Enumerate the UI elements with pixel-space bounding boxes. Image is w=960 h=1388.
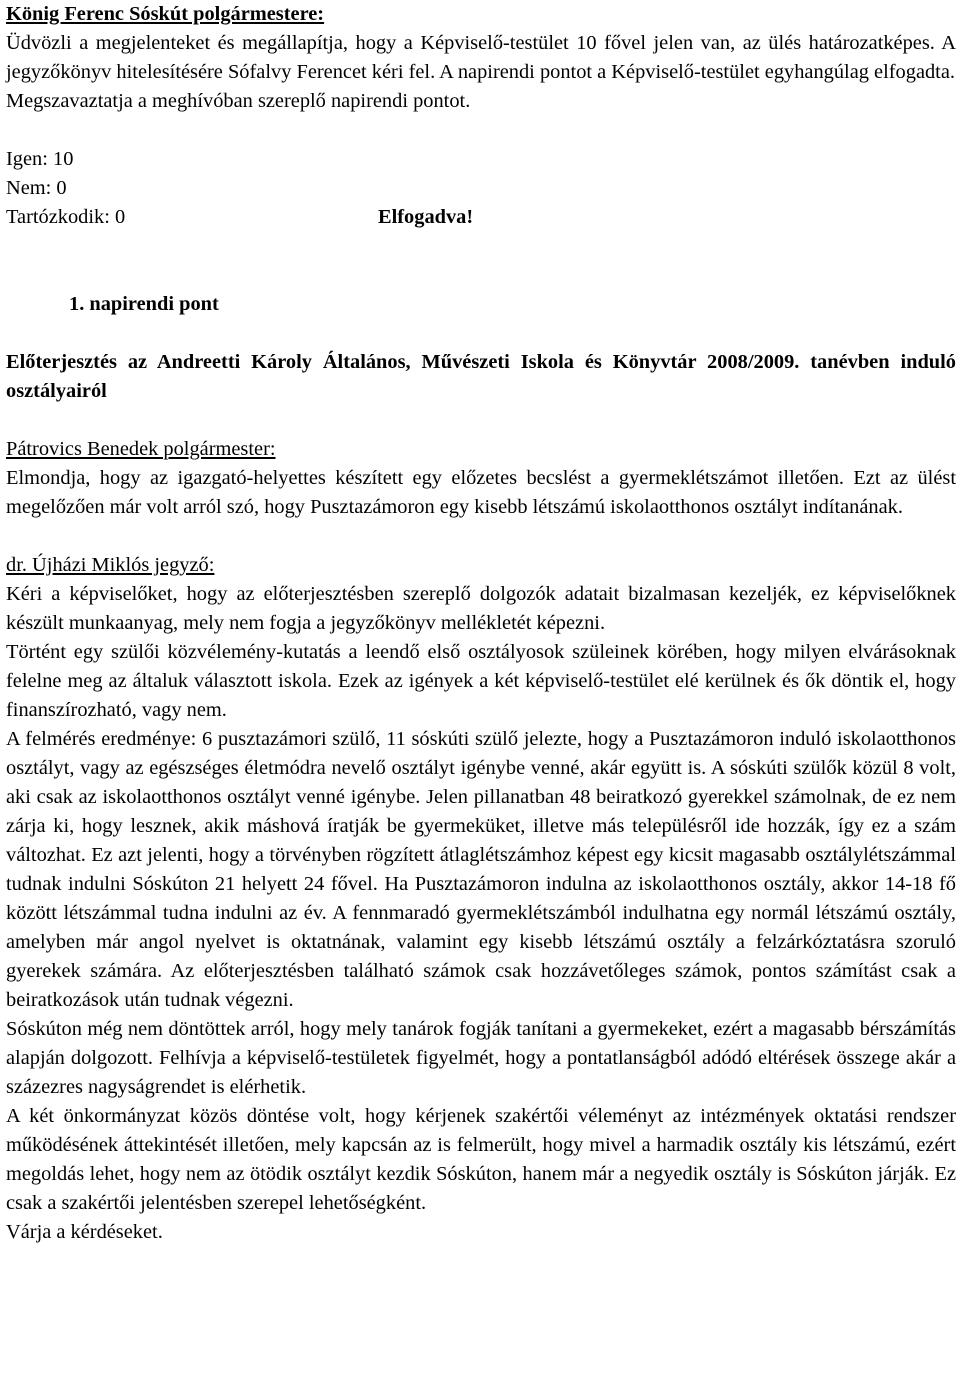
section-notary — [6, 551, 956, 1247]
paragraph: A felmérés eredménye: 6 pusztazámori szülő, 11 sóskúti szülő jelezte, hogy a Pusztazámoron induló iskolaotthonos osztályt, vagy az egészséges életmódra nevelő osztályt igénybe venné, akár együtt is. A sóskúti szülők közül 8 volt, aki csak az iskolaotthonos osztályt venné igénybe. Jelen pillanatban 48 beiratkozó gyerekkel számolnak, de ez nem zárja ki, hogy lesznek, akik máshová íratják be gyermeküket, illetve más településről ide hozzák, így ez a szám változhat. Ez azt jelenti, hogy a törvényben rögzített átlaglétszámhoz képest egy kicsit magasabb osztálylétszámmal tudnak indulni Sóskúton 21 helyett 24 fővel. Ha Pusztazámoron indulna az iskolaotthonos osztály, akkor 14-18 fő között létszámmal tudna indulni az év. A fennmaradó gyermeklétszámból indulhatna egy normál létszámú osztály, amelyben már angol nyelvet is oktatnának, valamint egy kisebb létszámú osztály a felzárkóztatásra szoruló gyerekek számára. Az előterjesztésben található számok csak hozzávetőleges számok, pontos számítást csak a beiratkozások után tudnak végezni. — [6, 728, 956, 1011]
paragraph: Megszavaztatja a meghívóban szereplő napirendi pontot. — [6, 90, 471, 112]
paragraph: Üdvözli a megjelenteket és megállapítja, hogy a Képviselő-testület 10 fővel jelen van, az ülés határozatképes. A jegyzőkönyv hitelesítésére Sófalvy Ferencet kéri fel. A napirendi pontot a Képviselő-testület egyhangúlag elfogadta. — [6, 32, 956, 83]
paragraph: Várja a kérdéseket. — [6, 1221, 163, 1243]
proposal-title: Előterjesztés az Andreetti Károly Általános, Művészeti Iskola és Könyvtár 2008/2009. tanévben induló osztályairól — [6, 351, 956, 402]
paragraph: Történt egy szülői közvélemény-kutatás a leendő első osztályosok szüleinek körében, hogy milyen elvárásoknak felelne meg az általuk választott iskola. Ezek az igények a két képviselő-testület elé kerülnek és ők döntik el, hogy finanszírozható, vagy nem. — [6, 641, 956, 721]
speaker-heading: dr. Újházi Miklós jegyző: — [6, 554, 215, 576]
section-mayor — [6, 435, 956, 522]
document-page — [6, 0, 956, 1247]
vote-no: Nem: 0 — [6, 177, 67, 199]
agenda-title: 1. napirendi pont — [69, 293, 219, 315]
paragraph: A két önkormányzat közös döntése volt, hogy kérjenek szakértői véleményt az intézmények oktatási rendszer működésének áttekintését illetően, mely kapcsán az is felmerült, hogy mivel a harmadik osztály kis létszámú, ezért megoldás lehet, hogy nem az ötödik osztályt kezdik Sóskúton, hanem már a negyedik osztály is Sóskúton járják. Ez csak a szakértői jelentésben szerepel lehetőségként. — [6, 1105, 956, 1214]
vote-yes: Igen: 10 — [6, 148, 74, 170]
vote-block — [6, 145, 956, 232]
paragraph: Kéri a képviselőket, hogy az előterjesztésben szereplő dolgozók adatait bizalmasan kezeljék, ez képviselőknek készült munkaanyag, mely nem fogja a jegyzőkönyv mellékletét képezni. — [6, 583, 956, 634]
paragraph: Elmondja, hogy az igazgató-helyettes készített egy előzetes becslést a gyermeklétszámot illetően. Ezt az ülést megelőzően már volt arról szó, hogy Pusztazámoron egy kisebb létszámú iskolaotthonos osztályt indítanának. — [6, 467, 956, 518]
speaker-heading: Pátrovics Benedek polgármester: — [6, 438, 276, 460]
vote-result: Elfogadva! — [378, 206, 474, 228]
paragraph: Sóskúton még nem döntöttek arról, hogy mely tanárok fogják tanítani a gyermekeket, ezért a magasabb bérszámítás alapján dolgozott. Felhívja a képviselő-testületek figyelmét, hogy a pontatlanságból adódó eltérések összege akár a százezres nagyságrendet is elérhetik. — [6, 1018, 956, 1098]
vote-abstain-row — [6, 203, 526, 232]
speaker-heading: König Ferenc Sóskút polgármestere: — [6, 3, 325, 25]
vote-abstain: Tartózkodik: 0 — [6, 206, 126, 228]
